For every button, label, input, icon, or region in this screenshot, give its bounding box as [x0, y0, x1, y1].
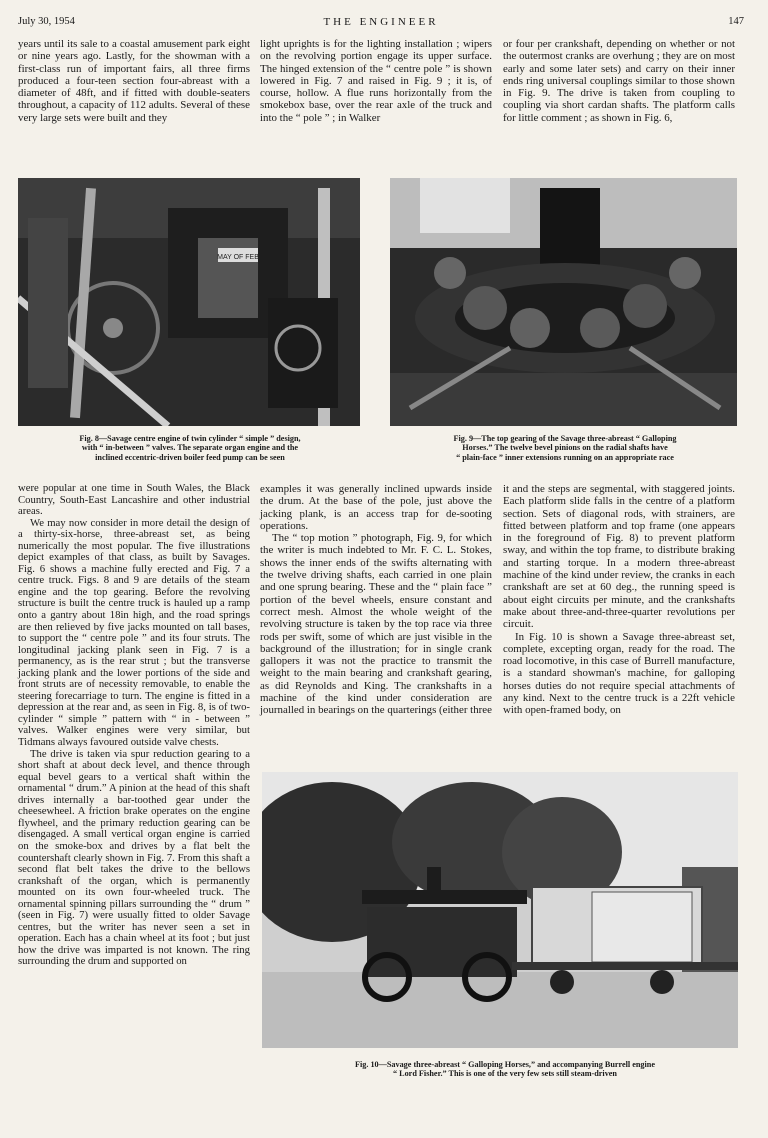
caption-line: inclined eccentric-driven boiler feed pump can be seen: [95, 452, 285, 462]
fig8-caption: [30, 434, 350, 462]
nameplate-text: MAY OF FEB: [217, 254, 259, 261]
body-column-1: [18, 483, 250, 968]
paragraph: years until its sale to a coastal amusement park eight or nine years ago. Lastly, for the showman with a first-class run of important fairs, all three firms produced a four-teen section four-abreast with a diameter of 48ft, and if fitted with double-seaters throughout, a capacity of 112 adults. Several of these very large sets were built and they: [18, 38, 250, 124]
paragraph: In Fig. 10 is shown a Savage three-abreast set, complete, excepting organ, ready for the road. The road locomotive, in this case of Burrell manufacture, is a standard showman's machine, for galloping horses duties do not require special attachments of any kind. Next to the centre truck is a 22ft vehicle with open-framed body, on: [503, 630, 735, 717]
body-column-3: [503, 483, 735, 717]
publication-title: THE ENGINEER: [323, 16, 439, 28]
caption-line: “ plain-face ” inner extensions running on an appropriate race: [456, 452, 674, 462]
paragraph: The “ top motion ” photograph, Fig. 9, for which the writer is much indebted to Mr. F. C. L. Stokes, shows the inner ends of the swifts alternating with the twelve driving shafts, each carried in one plain and one sprung bearing. These and the “ plain face ” portion of the bevel wheels, ensure constant and correct mesh. Almost the whole weight of the revolving structure is taken by the top race via three rods per swift, some of which are just visible in the background of the illustration; for in single crank gallopers it was not the practice to transmit the weight to the main bearing and crankshaft gearing, as did Reynolds and King. The crankshafts in a machine of the kind under consideration are journalled in bearings on the quarterings (either three: [260, 532, 492, 717]
issue-date: July 30, 1954: [18, 16, 75, 27]
page-header: [18, 16, 744, 30]
fig10-caption: [270, 1060, 740, 1079]
top-column-1: [18, 38, 250, 124]
paragraph: or four per crankshaft, depending on whether or not the outermost cranks are overhung ; they are on most early and some later sets) and carry on their inner ends ring universal couplings similar to those shown in Fig. 9. The drive is taken from coupling to coupling via short cardan shafts. The platform calls for little comment ; as shown in Fig. 6,: [503, 38, 735, 124]
paragraph: The drive is taken via spur reduction gearing to a short shaft at about deck level, and thence through equal bevel gears to a vertical shaft within the ornamental “ drum.” A pinion at the head of this shaft drives internally a bar-toothed gear under the cheesewheel. A friction brake operates on the engine flywheel, and the primary reduction gearing can be disengaged. A small vertical organ engine is carried on the smoke-box and drives by a flat belt the countershaft clearly shown in Fig. 7. From this shaft a second flat belt takes the drive to the bellows crankshaft of the organ, which is permanently mounted on its own four-wheeled truck. The ornamental spinning pillars surrounding the “ drum ” (seen in Fig. 7) were usually fitted to older Savage centres, but the writer has never seen a set in operation. Each has a chain wheel at its foot ; but just how the drive was imparted is not known. The ring surrounding the drum and supported on: [18, 747, 250, 968]
fig10-photo: [262, 772, 738, 1048]
paragraph: examples it was generally inclined upwards inside the drum. At the base of the pole, just above the jacking plank, is an access trap for de-sooting operations.: [260, 483, 492, 532]
paragraph: were popular at one time in South Wales, the Black Country, South-East Lancashire and other industrial areas.: [18, 482, 250, 518]
paragraph: it and the steps are segmental, with staggered joints. Each platform slide falls in the centre of a platform section. Sets of diagonal rods, with strainers, are fitted between platform and top frame (one appears in the foreground of Fig. 8) to prevent platform sway, and within the top frame, to distribute braking and starting torque. In a modern three-abreast machine of the kind under review, the cranks in each crankshaft are set at 60 deg., the running speed is about eight circuits per minute, and the crankshafts make about three-and-three-quarter revolutions per circuit.: [503, 483, 735, 631]
fig9-photo: [390, 178, 737, 426]
page-number: 147: [728, 16, 744, 27]
paragraph: light uprights is for the lighting installation ; wipers on the revolving portion engage its upper surface. The hinged extension of the “ centre pole ” is shown lowered in Fig. 7 and raised in Fig. 9 ; it is, of course, hollow. A flue runs horizontally from the smokebox base, over the rear axle of the truck and into the “ pole ” ; in Walker: [260, 38, 492, 124]
caption-line: Fig. 9—The top gearing of the Savage three-abreast “ Galloping: [453, 434, 677, 443]
body-column-2: [260, 483, 492, 717]
caption-line: Horses.” The twelve bevel pinions on the radial shafts have: [462, 443, 668, 453]
caption-line: Fig. 8—Savage centre engine of twin cylinder “ simple ” design,: [79, 434, 301, 443]
caption-line: “ Lord Fisher.” This is one of the very few sets still steam-driven: [392, 1069, 617, 1079]
fig9-caption: [405, 434, 725, 462]
caption-line: with “ in-between ” valves. The separate organ engine and the: [81, 443, 299, 453]
top-column-2: [260, 38, 492, 124]
paragraph: We may now consider in more detail the design of a thirty-six-horse, three-abreast set, as being numerically the most popular. The five illustrations depict examples of that class, as built by Savages. Fig. 6 shows a machine fully erected and Fig. 7 a centre truck. Figs. 8 and 9 are details of the steam engine and the top gearing. Before the revolving structure is built the centre truck is hauled up a ramp onto a gantry about 18in high, and the road springs are then relieved by five jacks mounted on tall bases, to support the “ centre pole ” and its four struts. The longitudinal jacking plank seen in Fig. 7 is a permanency, as is the rear strut ; but the transverse jacking plank and the lower portions of the side and front struts are of necessity removable, to enable the steering forecarriage to turn. The engine is fitted in a depression at the rear and, as seen in Fig. 8, is of two-cylinder “ simple ” pattern with “ in - between ” valves. Walker engines were very similar, but Tidmans always favoured outside valve chests.: [18, 516, 250, 749]
top-column-3: [503, 38, 735, 124]
caption-line: Fig. 10—Savage three-abreast “ Galloping Horses,” and accompanying Burrell engine: [355, 1060, 655, 1069]
fig8-photo: [18, 178, 360, 426]
